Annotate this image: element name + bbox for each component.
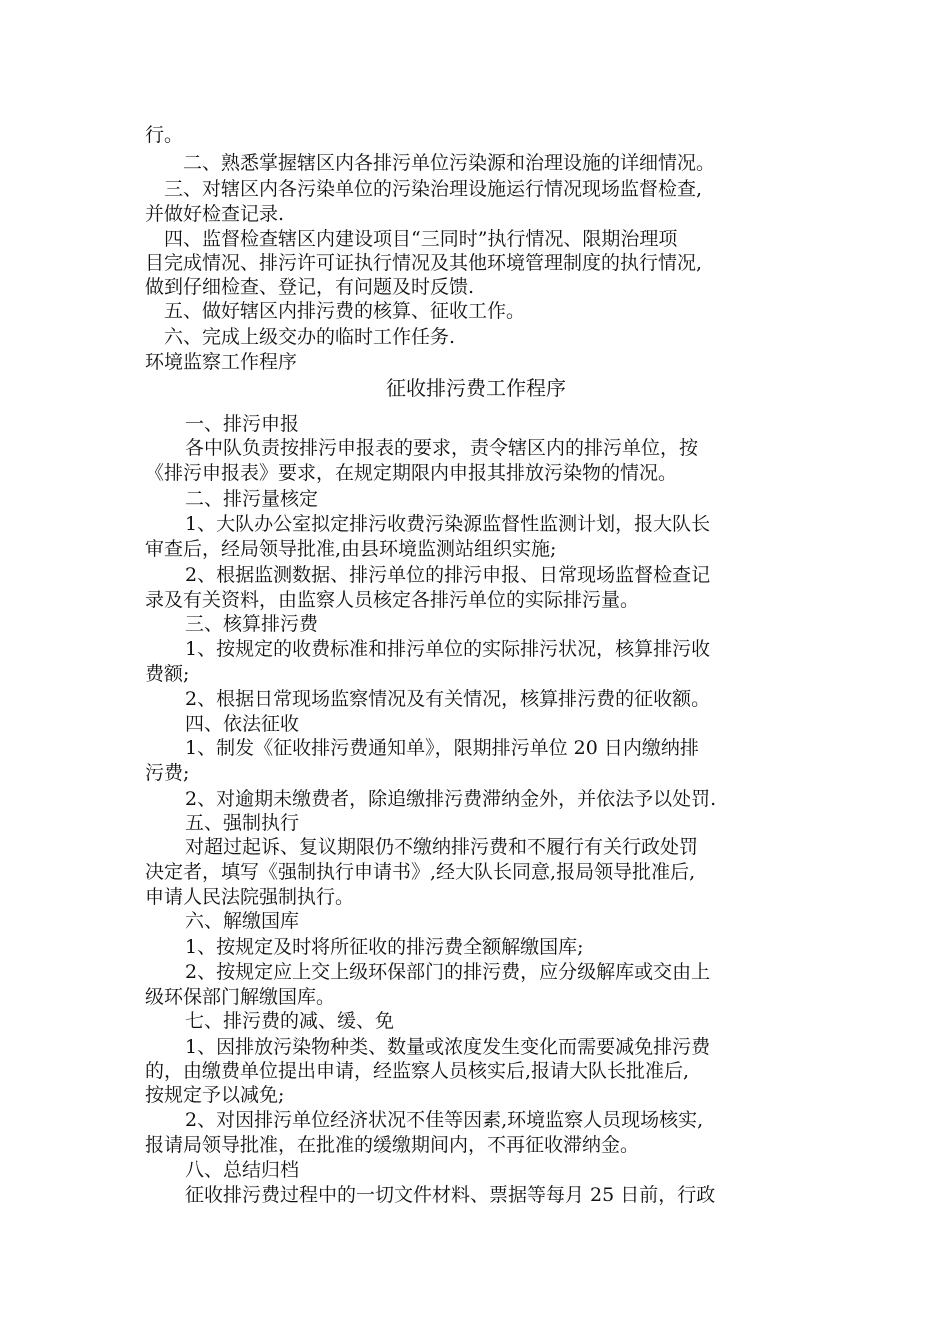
section-5-paragraph-line-2: 决定者，填写《强制执行申请书》,经大队长同意,报局领导批准后,	[145, 861, 696, 883]
section-6-item-2-line-2: 级环保部门解缴国库。	[145, 986, 336, 1008]
section-7-item-2-line-1: 2、对因排污单位经济状况不佳等因素,环境监察人员现场核实,	[185, 1109, 704, 1131]
duty-item-4-line-2: 目完成情况、排污许可证执行情况及其他环境管理制度的执行情况,	[145, 252, 703, 274]
procedure-title: 征收排污费工作程序	[386, 376, 566, 400]
section-heading-8: 八、总结归档	[185, 1159, 300, 1181]
duty-item-3-line-2: 并做好检查记录.	[145, 203, 285, 225]
duty-item-2: 二、熟悉掌握辖区内各排污单位污染源和治理设施的详细情况。	[183, 152, 716, 174]
section-3-item-1-line-1: 1、按规定的收费标准和排污单位的实际排污状况，核算排污收	[185, 638, 711, 660]
duty-item-6: 六、完成上级交办的临时工作任务.	[164, 326, 456, 348]
section-heading-7: 七、排污费的减、缓、免	[185, 1010, 395, 1032]
section-7-item-1-line-3: 按规定予以减免;	[145, 1084, 285, 1106]
section-heading-4: 四、依法征收	[185, 713, 300, 735]
section-heading-2: 二、排污量核定	[185, 488, 319, 510]
section-7-item-1-line-2: 的，由缴费单位提出申请，经监察人员核实后,报请大队长批准后,	[145, 1060, 690, 1082]
section-7-item-2-line-2: 报请局领导批准，在批准的缓缴期间内，不再征收滞纳金。	[145, 1134, 640, 1156]
section-4-item-1-line-1: 1、制发《征收排污费通知单》，限期排污单位 20 日内缴纳排	[185, 737, 699, 759]
duty-item-3-line-1: 三、对辖区内各污染单位的污染治理设施运行情况现场监督检查,	[164, 178, 703, 200]
section-5-paragraph-line-3: 申请人民法院强制执行。	[145, 886, 355, 908]
section-2-item-1-line-1: 1、大队办公室拟定排污收费污染源监督性监测计划，报大队长	[185, 513, 711, 535]
section-4-item-2: 2、对逾期未缴费者，除追缴排污费滞纳金外，并依法予以处罚.	[185, 788, 717, 810]
section-2-item-2-line-2: 录及有关资料，由监察人员核定各排污单位的实际排污量。	[145, 589, 640, 611]
section-title: 环境监察工作程序	[145, 351, 298, 373]
section-3-item-1-line-2: 费额;	[145, 663, 190, 685]
section-2-item-1-line-2: 审查后，经局领导批准,由县环境监测站组织实施;	[145, 538, 557, 560]
section-7-item-1-line-1: 1、因排放污染物种类、数量或浓度发生变化而需要减免排污费	[185, 1036, 711, 1058]
section-6-item-1: 1、按规定及时将所征收的排污费全额解缴国库;	[185, 936, 584, 958]
section-1-paragraph-line-2: 《排污申报表》要求，在规定期限内申报其排放污染物的情况。	[145, 462, 678, 484]
section-2-item-2-line-1: 2、根据监测数据、排污单位的排污申报、日常现场监督检查记	[185, 564, 711, 586]
section-1-paragraph-line-1: 各中队负责按排污申报表的要求，责令辖区内的排污单位，按	[185, 437, 699, 459]
duties-tail-line: 行。	[145, 124, 184, 146]
section-heading-6: 六、解缴国库	[185, 910, 300, 932]
duty-item-4-line-1: 四、监督检查辖区内建设项目“三同时”执行情况、限期治理项	[164, 228, 678, 250]
section-4-item-1-line-2: 污费;	[145, 762, 190, 784]
duty-item-4-line-3: 做到仔细检查、登记，有问题及时反馈.	[145, 276, 475, 298]
section-heading-5: 五、强制执行	[185, 812, 300, 834]
section-6-item-2-line-1: 2、按规定应上交上级环保部门的排污费，应分级解库或交由上	[185, 961, 711, 983]
section-8-paragraph-line-1: 征收排污费过程中的一切文件材料、票据等每月 25 日前，行政	[185, 1184, 716, 1206]
section-heading-1: 一、排污申报	[185, 413, 300, 435]
section-5-paragraph-line-1: 对超过起诉、复议期限仍不缴纳排污费和不履行有关行政处罚	[185, 836, 699, 858]
section-3-item-2: 2、根据日常现场监察情况及有关情况，核算排污费的征收额。	[185, 688, 711, 710]
duty-item-5: 五、做好辖区内排污费的核算、征收工作。	[164, 300, 526, 322]
section-heading-3: 三、核算排污费	[185, 613, 319, 635]
